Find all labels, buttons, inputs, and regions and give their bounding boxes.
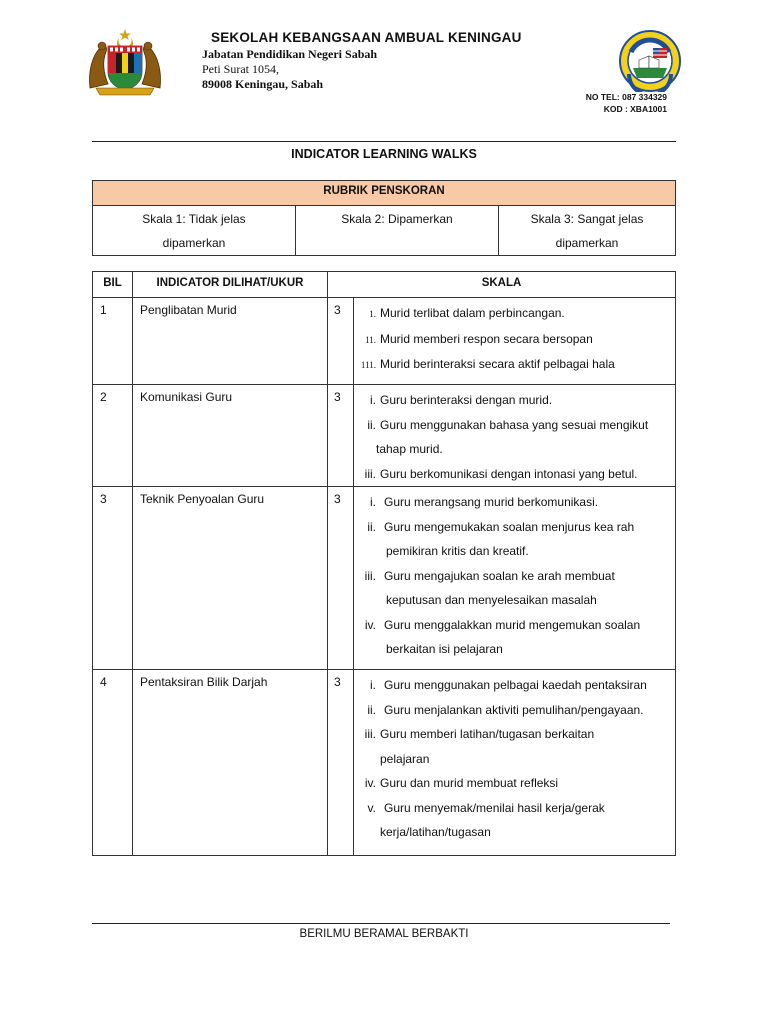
list-item: [356, 564, 675, 613]
indicator-name: Komunikasi Guru: [133, 385, 328, 487]
address-line-2: Peti Surat 1054,: [202, 62, 279, 76]
indicator-name: Pentaksiran Bilik Darjah: [133, 670, 328, 856]
footer-divider: [92, 923, 670, 924]
item-number: 11.: [365, 334, 376, 345]
page-title: INDICATOR LEARNING WALKS: [291, 147, 477, 161]
list-item: [356, 796, 675, 845]
item-text: Guru mengemukakan soalan menjurus kea rah: [384, 519, 635, 534]
item-text-continuation: pelajaran: [380, 751, 430, 766]
item-text: Guru menggunakan bahasa yang sesuai mengikut: [380, 417, 649, 432]
list-item: [356, 352, 675, 378]
rubric-heading: RUBRIK PENSKORAN: [93, 181, 676, 206]
rubric-table: [92, 180, 676, 256]
address-line-3: 89008 Keningau, Sabah: [202, 77, 324, 91]
row-number: 4: [93, 670, 133, 856]
telephone-number: NO TEL: 087 334329: [585, 92, 667, 102]
table-row: [93, 385, 676, 487]
item-text: Murid terlibat dalam perbincangan.: [380, 306, 565, 320]
indicator-name: Penglibatan Murid: [133, 298, 328, 385]
school-code: KOD : XBA1001: [603, 104, 667, 114]
item-number: iv.: [364, 776, 376, 790]
rubric-scale-1: [93, 206, 296, 256]
item-text: Guru menyemak/menilai hasil kerja/gerak: [384, 800, 605, 815]
item-text: Guru mengajukan soalan ke arah membuat: [384, 568, 615, 583]
column-header-bil: BIL: [93, 272, 133, 298]
item-number: ii.: [367, 702, 376, 717]
row-number: 3: [93, 487, 133, 670]
header-divider: [92, 141, 676, 142]
list-item: [356, 673, 675, 698]
item-number: iii.: [364, 568, 376, 583]
list-item: [356, 462, 675, 487]
item-text: Guru berinteraksi dengan murid.: [380, 393, 553, 407]
list-item: [356, 327, 675, 353]
item-text-continuation: kerja/latihan/tugasan: [380, 825, 491, 839]
item-text: Murid memberi respon secara bersopan: [380, 331, 593, 346]
item-text-continuation: pemikiran kritis dan kreatif.: [386, 544, 529, 558]
item-text: Guru merangsang murid berkomunikasi.: [384, 495, 599, 509]
rubric-scale-3: [499, 206, 676, 256]
list-item: [356, 771, 675, 796]
item-text: Guru menjalankan aktiviti pemulihan/pengayaan.: [384, 702, 644, 717]
item-number: iii.: [364, 466, 376, 481]
item-text-continuation: keputusan dan menyelesaikan masalah: [386, 593, 597, 607]
school-motto: BERILMU BERAMAL BERBAKTI: [299, 928, 469, 940]
column-header-skala: SKALA: [328, 272, 676, 298]
item-text: Guru menggalakkan murid mengemukan soalan: [384, 617, 641, 632]
item-text-continuation: berkaitan isi pelajaran: [386, 642, 503, 656]
item-number: 111.: [360, 360, 376, 370]
item-text: Murid berinteraksi secara aktif pelbagai hala: [380, 357, 615, 371]
item-number: ii.: [367, 417, 376, 432]
score-value: 3: [328, 298, 354, 385]
list-item: [356, 413, 675, 462]
item-number: v.: [367, 800, 376, 815]
list-item: [356, 698, 675, 723]
item-number: i.: [370, 495, 376, 509]
item-number: i.: [370, 393, 376, 407]
row-number: 1: [93, 298, 133, 385]
list-item: [356, 388, 675, 413]
item-number: iv.: [364, 617, 376, 632]
item-text: Guru dan murid membuat refleksi: [380, 776, 559, 790]
rubric-scale-3-line2: dipamerkan: [555, 236, 619, 250]
rubric-scale-1-line1: Skala 1: Tidak jelas: [142, 212, 246, 226]
rubric-scale-1-line2: dipamerkan: [162, 236, 226, 250]
column-header-indicator: INDICATOR DILIHAT/UKUR: [133, 272, 328, 298]
school-name: SEKOLAH KEBANGSAAN AMBUAL KENINGAU: [211, 30, 522, 45]
list-item: [356, 301, 675, 327]
item-text: Guru memberi latihan/tugasan berkaitan: [380, 727, 595, 741]
list-item: [356, 515, 675, 564]
item-text-continuation: tahap murid.: [376, 442, 443, 456]
address-line-1: Jabatan Pendidikan Negeri Sabah: [202, 47, 378, 61]
rubric-scale-2: [296, 206, 499, 256]
item-number: i.: [370, 678, 376, 692]
criteria-list: [354, 487, 676, 670]
indicator-name: Teknik Penyoalan Guru: [133, 487, 328, 670]
criteria-list: [354, 385, 676, 487]
indicator-table: [92, 271, 676, 856]
table-row: [93, 487, 676, 670]
table-row: [93, 670, 676, 856]
item-number: 1.: [369, 309, 376, 319]
list-item: [356, 490, 675, 515]
row-number: 2: [93, 385, 133, 487]
rubric-scale-2-line1: Skala 2: Dipamerkan: [341, 212, 453, 226]
school-logo-icon: [619, 30, 681, 92]
rubric-scale-3-line1: Skala 3: Sangat jelas: [530, 212, 644, 226]
item-number: ii.: [367, 519, 376, 534]
item-text: Guru menggunakan pelbagai kaedah pentaksiran: [384, 678, 647, 692]
list-item: [356, 613, 675, 662]
item-text: Guru berkomunikasi dengan intonasi yang betul.: [380, 466, 638, 481]
score-value: 3: [328, 385, 354, 487]
score-value: 3: [328, 670, 354, 856]
item-number: iii.: [364, 727, 376, 741]
score-value: 3: [328, 487, 354, 670]
criteria-list: [354, 298, 676, 385]
table-row: [93, 298, 676, 385]
criteria-list: [354, 670, 676, 856]
list-item: [356, 722, 675, 771]
malaysia-coat-of-arms-icon: [86, 28, 164, 96]
